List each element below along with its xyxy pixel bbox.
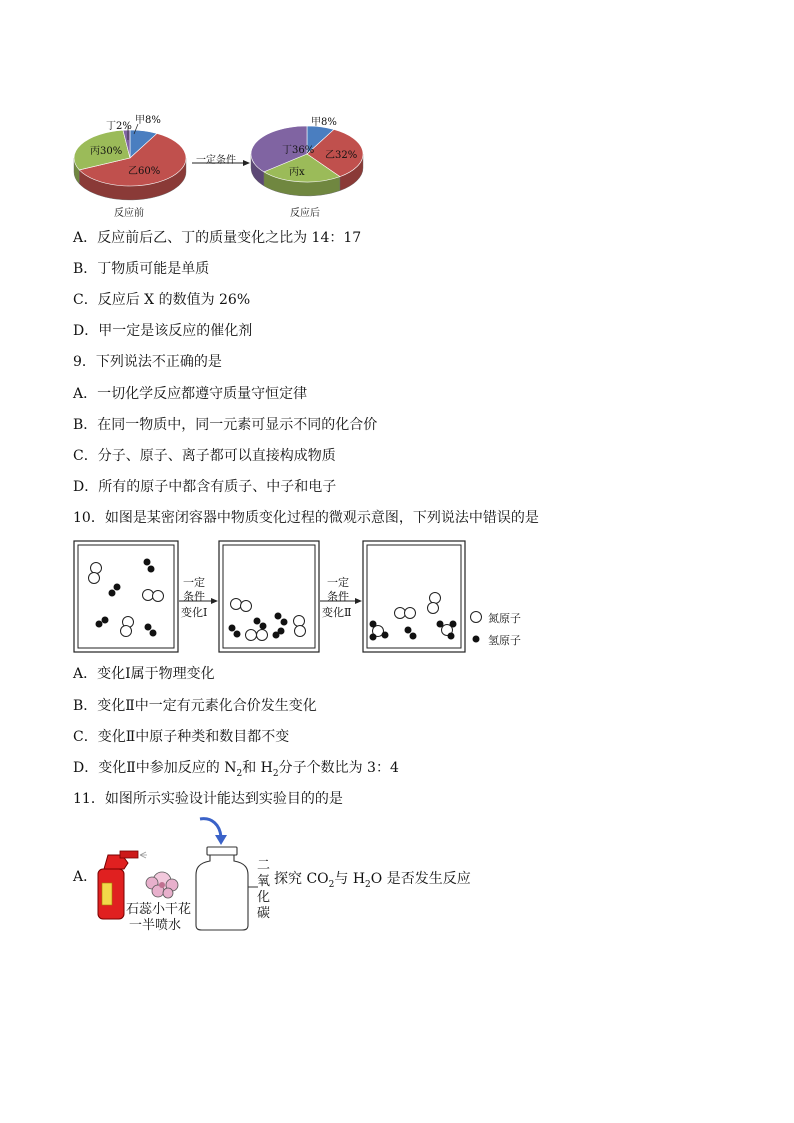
micro-diagram-drawing <box>0 538 794 658</box>
after-label-bing: 丙x <box>289 167 305 178</box>
arrow2-text-1: 一定 <box>327 576 349 589</box>
q10-option-a: A．变化Ⅰ属于物理变化 <box>73 666 215 682</box>
pie-arrow-head <box>243 160 250 166</box>
q8-option-a: A．反应前后乙、丁的质量变化之比为 14：17 <box>73 230 362 246</box>
arrow1-text-3: 变化Ⅰ <box>181 606 208 619</box>
q8-option-d: D．甲一定是该反应的催化剂 <box>73 323 253 339</box>
q11-option-letter: A． <box>73 869 98 885</box>
q9-stem: 9．下列说法不正确的是 <box>73 354 222 370</box>
before-label-bing: 丙30% <box>90 146 123 157</box>
q10-stem: 10．如图是某密闭容器中物质变化过程的微观示意图，下列说法中错误的是 <box>73 510 539 526</box>
q8-option-c: C．反应后 X 的数值为 26% <box>73 292 251 308</box>
q10-option-d: D．变化Ⅱ中参加反应的 $N_2$和 $H_2$分子个数比为 3：4 <box>73 760 399 779</box>
gas-label-4: 碳 <box>257 906 271 921</box>
before-label-yi: 乙60% <box>128 166 161 177</box>
after-caption: 反应后 <box>290 208 320 219</box>
after-label-ding: 丁36% <box>282 145 315 156</box>
spray-label: 一半喷水 <box>129 918 182 933</box>
q10-option-b: B．变化Ⅱ中一定有元素化合价发生变化 <box>73 698 317 714</box>
before-label-ding: 丁2% <box>106 121 132 132</box>
gas-label-2: 氧 <box>257 874 271 889</box>
q9-option-c: C．分子、原子、离子都可以直接构成物质 <box>73 448 336 464</box>
legend-hydrogen-label: 氢原子 <box>488 634 521 647</box>
gas-bottle-icon <box>196 847 248 930</box>
after-label-yi: 乙32% <box>325 150 358 161</box>
arrow1-text-2: 条件 <box>183 590 205 603</box>
before-label-jia: 甲8% <box>135 115 161 126</box>
q11-stem: 11．如图所示实验设计能达到实验目的的是 <box>73 791 343 807</box>
q9-option-d: D．所有的原子中都含有质子、中子和电子 <box>73 479 337 495</box>
q10-option-c: C．变化Ⅱ中原子种类和数目都不变 <box>73 729 290 745</box>
flower-label: 石蕊小干花 <box>126 902 192 917</box>
before-caption: 反应前 <box>114 208 144 219</box>
arrow1-text-1: 一定 <box>183 576 205 589</box>
pie-charts <box>0 0 794 230</box>
legend-nitrogen-label: 氮原子 <box>488 612 521 625</box>
after-label-jia: 甲8% <box>311 117 337 128</box>
litmus-flower-icon <box>146 872 178 898</box>
q8-option-b: B．丁物质可能是单质 <box>73 261 210 277</box>
q9-option-a: A．一切化学反应都遵守质量守恒定律 <box>73 386 308 402</box>
arrow2-text-2: 条件 <box>327 590 349 603</box>
pie-after <box>251 126 363 196</box>
q11-option-a-desc: 探究 $CO_2$与 $H_2O$ 是否发生反应 <box>274 871 471 890</box>
arrow2-text-3: 变化Ⅱ <box>322 606 352 619</box>
gas-label-3: 化 <box>257 890 271 905</box>
gas-label-1: 二 <box>257 858 271 873</box>
arrow-condition-label: 一定条件 <box>196 155 236 166</box>
q9-option-b: B．在同一物质中，同一元素可显示不同的化合价 <box>73 417 378 433</box>
